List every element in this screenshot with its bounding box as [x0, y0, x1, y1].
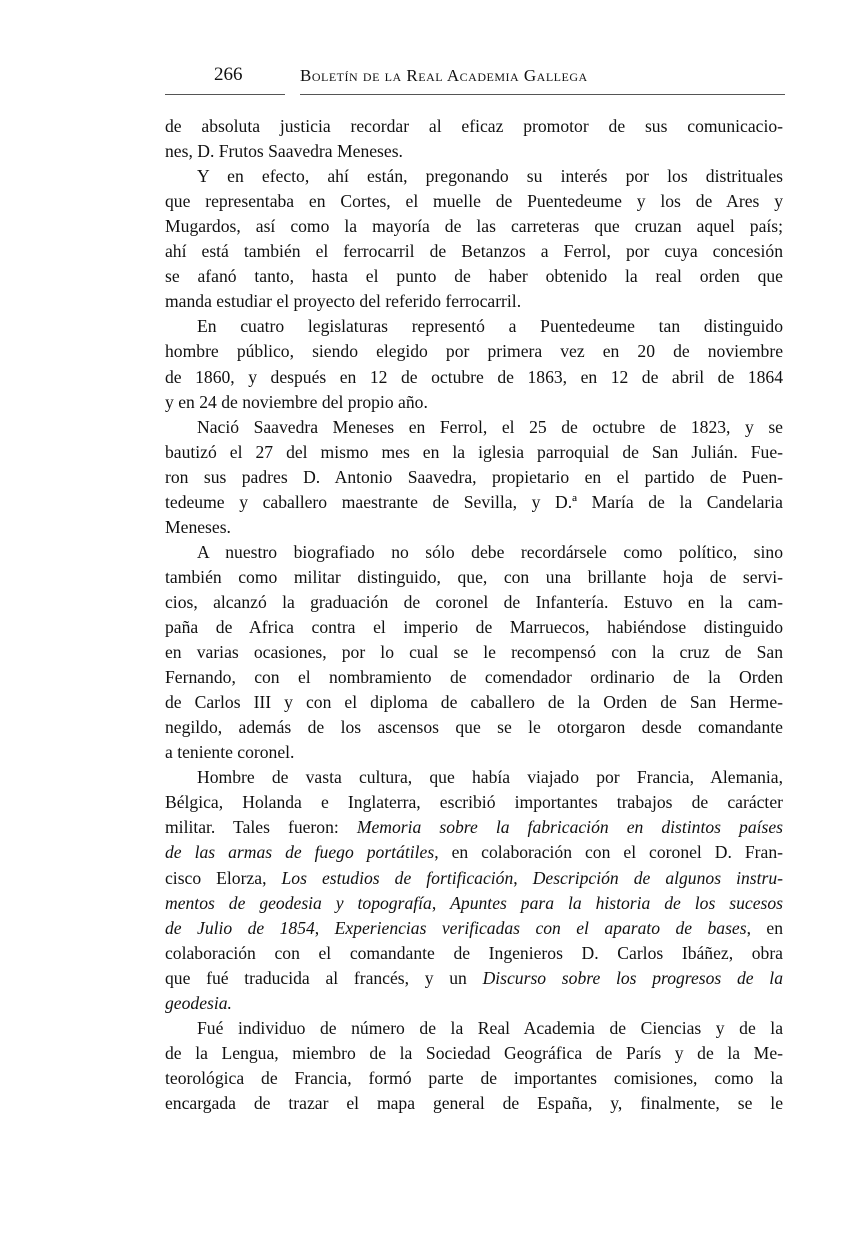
italic-title-text: Memoria sobre la fabricación en distintos países — [356, 817, 784, 838]
text-line — [165, 490, 783, 514]
italic-title-text: Descripción de algunos instru- — [532, 867, 783, 888]
text-line — [165, 189, 783, 213]
text-segment: de la Lengua, miembro de la Sociedad Geográfica de París y de la Me- — [165, 1042, 783, 1063]
text-segment: Y en efecto, ahí están, pregonando su interés por los distrituales — [197, 166, 783, 187]
text-segment: de absoluta justicia recordar al eficaz promotor de sus comunicacio- — [165, 116, 783, 136]
text-segment: militar. Tales fueron: — [165, 817, 357, 838]
text-segment: y en 24 de noviembre del propio año. — [165, 391, 428, 412]
text-segment: En cuatro legislaturas representó a Puentedeume tan distinguido — [197, 316, 783, 337]
text-segment: de 1860, y después en 12 de octubre de 1863, en 12 de abril de 1864 — [165, 366, 783, 387]
text-line — [165, 991, 783, 1015]
running-title: Boletín de la Real Academia Gallega — [300, 66, 588, 85]
text-line — [165, 565, 783, 589]
text-segment: nes, D. Frutos Saavedra Meneses. — [165, 141, 403, 162]
text-line — [165, 891, 783, 915]
text-segment: Fernando, con el nombramiento de comendador ordinario de la Orden — [165, 667, 783, 688]
text-segment: también como militar distinguido, que, con una brillante hoja de servi- — [165, 566, 783, 587]
text-segment: se afanó tanto, hasta el punto de haber obtenido la real orden que — [165, 266, 783, 287]
text-line — [165, 540, 783, 564]
text-line — [165, 765, 783, 789]
text-line — [165, 790, 783, 814]
text-line — [165, 314, 783, 338]
text-line — [165, 665, 783, 689]
header-rule-right — [300, 94, 785, 95]
text-segment: manda estudiar el proyecto del referido ferrocarril. — [165, 291, 522, 312]
text-segment: negildo, además de los ascensos que se le otorgaron desde comandante — [165, 717, 783, 738]
text-segment: Nació Saavedra Meneses en Ferrol, el 25 de octubre de 1823, y se — [197, 416, 783, 437]
italic-title-text: geodesia. — [165, 992, 232, 1013]
text-line — [165, 815, 783, 839]
text-segment: de Carlos III y con el diploma de caballero de la Orden de San Herme- — [165, 692, 783, 713]
text-segment: , — [513, 867, 533, 888]
text-line — [165, 1016, 783, 1040]
text-line — [165, 365, 783, 389]
text-line — [165, 390, 783, 414]
text-segment: cios, alcanzó la graduación de coronel de Infantería. Estuvo en la cam- — [165, 591, 783, 612]
text-segment: Hombre de vasta cultura, que había viajado por Francia, Alemania, — [197, 767, 783, 788]
text-line — [165, 715, 783, 739]
text-line — [165, 214, 783, 238]
header-rule-left — [165, 94, 285, 95]
text-line — [165, 590, 783, 614]
text-segment: tedeume y caballero maestrante de Sevilla, y D.ª María de la Candelaria — [165, 491, 783, 512]
text-segment: que fué traducida al francés, y un — [165, 967, 483, 988]
text-segment: teorológica de Francia, formó parte de importantes comisiones, como la — [165, 1067, 783, 1088]
text-segment: ahí está también el ferrocarril de Betanzos a Ferrol, por cuya concesión — [165, 241, 783, 262]
text-line — [165, 941, 783, 965]
italic-title-text: de Julio de 1854 — [165, 917, 315, 938]
text-line — [165, 966, 783, 990]
text-segment: , en colaboración con el coronel D. Fran- — [434, 842, 783, 863]
italic-title-text: Apuntes para la historia de los sucesos — [450, 892, 784, 913]
text-line — [165, 515, 783, 539]
text-segment: , — [431, 892, 451, 913]
text-segment: colaboración con el comandante de Ingenieros D. Carlos Ibáñez, obra — [165, 942, 783, 963]
text-segment: ron sus padres D. Antonio Saavedra, propietario en el partido de Puen- — [165, 466, 783, 487]
text-line — [165, 615, 783, 639]
text-line — [165, 465, 783, 489]
text-segment: Fué individuo de número de la Real Academia de Ciencias y de la — [197, 1017, 783, 1038]
text-line — [165, 640, 783, 664]
text-line — [165, 239, 783, 263]
text-line — [165, 264, 783, 288]
text-segment: A nuestro biografiado no sólo debe recordársele como político, sino — [197, 541, 783, 562]
text-line — [165, 690, 783, 714]
text-line — [165, 164, 783, 188]
page-number: 266 — [214, 64, 243, 85]
text-line — [165, 339, 783, 363]
text-line — [165, 139, 783, 163]
text-line — [165, 415, 783, 439]
italic-title-text: Experiencias verificadas con el aparato de bases — [334, 917, 747, 938]
text-segment: , en — [746, 917, 784, 938]
text-segment: encargada de trazar el mapa general de España, y, finalmente, se le — [165, 1092, 783, 1113]
text-line — [165, 1066, 783, 1090]
text-segment: Mugardos, así como la mayoría de las carreteras que cruzan aquel país; — [165, 216, 783, 237]
text-line — [165, 440, 783, 464]
text-segment: paña de Africa contra el imperio de Marruecos, habiéndose distinguido — [165, 617, 783, 637]
text-line — [165, 916, 783, 940]
italic-title-text: mentos de geodesia y topografía — [165, 892, 432, 913]
text-segment: hombre público, siendo elegido por primera vez en 20 de noviembre — [165, 341, 783, 362]
text-line — [165, 740, 783, 764]
text-segment: , — [314, 917, 335, 938]
text-segment: cisco Elorza, — [165, 867, 282, 888]
italic-title-text: de las armas de fuego portátiles — [165, 842, 435, 863]
italic-title-text: Discurso sobre los progresos de la — [482, 967, 783, 988]
text-line — [165, 289, 783, 313]
text-line — [165, 114, 783, 138]
text-segment: Bélgica, Holanda e Inglaterra, escribió importantes trabajos de carácter — [165, 792, 783, 813]
text-segment: Meneses. — [165, 516, 231, 537]
text-line — [165, 866, 783, 890]
text-segment: que representaba en Cortes, el muelle de Puentedeume y los de Ares y — [165, 191, 783, 212]
text-line — [165, 1041, 783, 1065]
text-line — [165, 840, 783, 864]
text-segment: bautizó el 27 del mismo mes en la iglesia parroquial de San Julián. Fue- — [165, 441, 783, 462]
italic-title-text: Los estudios de fortificación — [281, 867, 514, 888]
text-segment: a teniente coronel. — [165, 742, 295, 763]
text-line — [165, 1091, 783, 1115]
text-segment: en varias ocasiones, por lo cual se le recompensó con la cruz de San — [165, 642, 783, 663]
